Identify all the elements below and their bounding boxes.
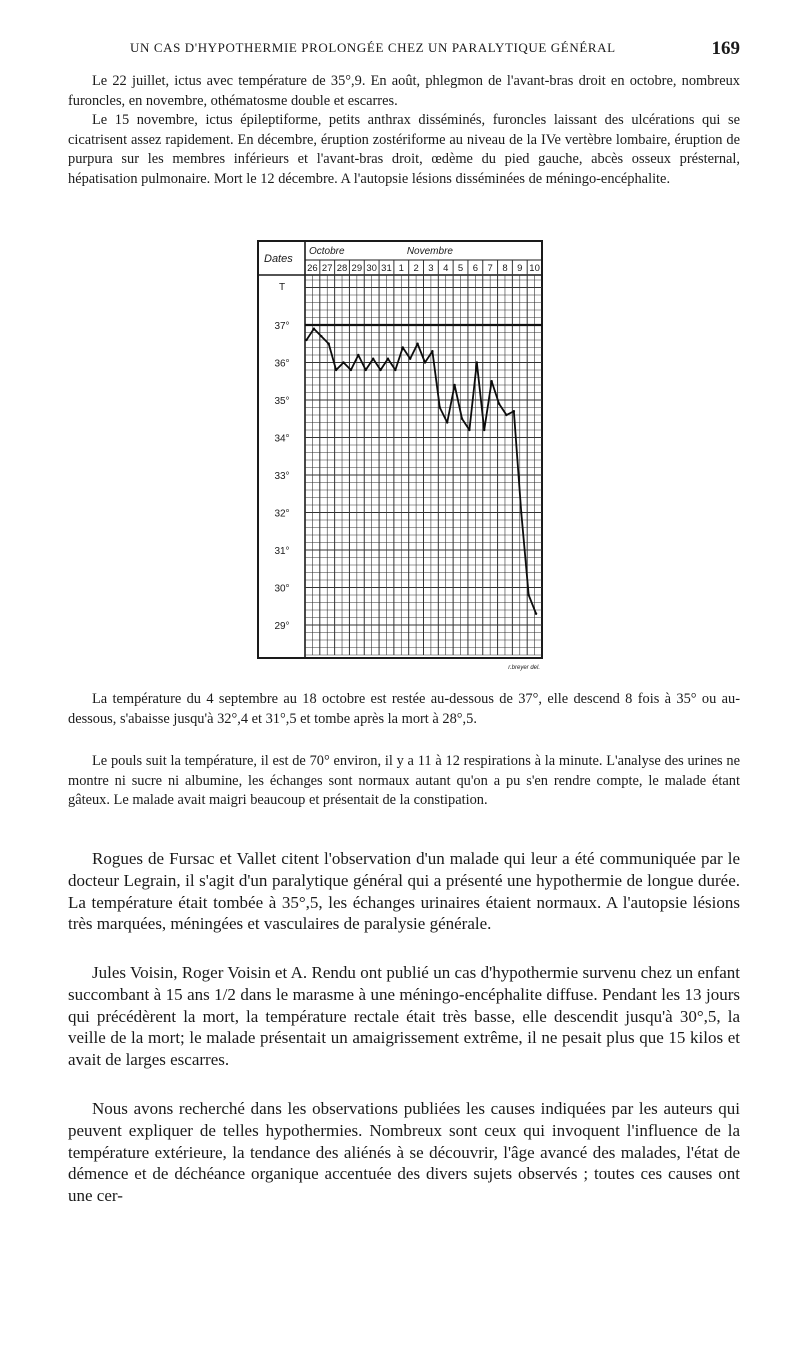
body-paragraph-voisin	[68, 962, 740, 1071]
temperature-point	[387, 358, 389, 360]
temperature-point	[431, 350, 433, 352]
day-tick-label: 9	[517, 263, 523, 274]
temperature-point	[468, 429, 470, 431]
temperature-point	[357, 354, 359, 356]
corner-label: Dates	[264, 253, 293, 265]
temperature-point	[424, 361, 426, 363]
temperature-point	[483, 429, 485, 431]
temperature-point	[342, 361, 344, 363]
y-tick-label: 32°	[274, 508, 290, 520]
y-tick-label: 31°	[274, 546, 290, 557]
temperature-point	[461, 418, 463, 420]
temperature-point	[335, 369, 337, 371]
temperature-point	[476, 361, 478, 363]
day-tick-label: 31	[381, 263, 392, 274]
y-tick-label: 37°	[274, 321, 290, 332]
day-tick-label: 7	[487, 263, 493, 274]
day-tick-label: 4	[443, 263, 449, 274]
y-tick-label: 30°	[274, 583, 290, 595]
temperature-point	[535, 613, 537, 615]
paragraph-1: Le 22 juillet, ictus avec température de 35°,9. En août, phlegmon de l'avant-bras droit en octobre, nombreux furoncles, en novembre, othématosme double et escarres.	[68, 73, 740, 109]
body-paragraph-causes	[68, 1098, 740, 1207]
y-tick-label: 33°	[274, 471, 290, 482]
day-tick-label: 28	[336, 263, 348, 274]
month-label: Octobre	[309, 246, 345, 257]
day-tick-label: 27	[321, 263, 333, 274]
temperature-point	[498, 403, 500, 405]
paragraph-7: Nous avons recherché dans les observations publiées les causes indiquées par les auteurs qui peuvent expliquer de telles hypothermies. Nombreux sont ceux qui invoquent l'influence de la température extérieure, la tendance des aliénés à se découvrir, l'âge avancé des malades, l'état de démence et de déchéance organique accentuée des divers sujets observés ; toutes ces causes ont une cer-	[68, 1099, 740, 1206]
y-tick-label: 35°	[274, 396, 290, 407]
day-tick-label: 1	[398, 263, 404, 274]
y-tick-label: 36°	[274, 358, 290, 370]
temperature-point	[416, 343, 418, 345]
day-tick-label: 5	[457, 263, 464, 274]
page-header	[130, 38, 740, 60]
running-title: UN CAS D'HYPOTHERMIE PROLONGÉE CHEZ UN PARALYTIQUE GÉNÉRAL	[130, 40, 616, 55]
day-tick-label: 8	[502, 263, 508, 274]
temperature-point	[505, 414, 507, 416]
day-tick-label: 6	[472, 263, 478, 274]
day-tick-label: 3	[428, 263, 434, 274]
day-tick-label: 2	[413, 263, 419, 274]
month-label: Novembre	[406, 246, 453, 257]
day-tick-label: 29	[351, 263, 363, 274]
chart-grid	[258, 241, 542, 658]
chart-caption	[68, 690, 740, 729]
paragraph-6: Jules Voisin, Roger Voisin et A. Rendu ont publié un cas d'hypothermie survenu chez un enfant succombant à 15 ans 1/2 dans le marasme à une méningo-encéphalite diffuse. Pendant les 13 jours qui précédèrent la mort, la température rectale était très basse, elle descendit jusqu'à 30°,5, la veille de la mort; le malade présentait un amaigrissement extrême, il ne pesait plus que 15 kilos et avait de larges escarres.	[68, 963, 740, 1070]
body-paragraph-rogues	[68, 848, 740, 935]
temperature-point	[320, 335, 322, 337]
temperature-point	[313, 328, 315, 330]
temperature-point	[409, 358, 411, 360]
chart-series	[305, 328, 537, 615]
day-tick-label: 10	[529, 263, 540, 274]
paragraph-4: Le pouls suit la température, il est de 70° environ, il y a 11 à 12 respirations à la minute. L'analyse des urines ne montre ni sucre ni albumine, les échanges sont normaux autant qu'on a pu s'en rendre compte, le malade étant gâteux. Le malade avait maigri beaucoup et présentait de la constipation.	[68, 753, 740, 808]
day-tick-label: 26	[307, 263, 318, 274]
text-block-after-chart	[68, 752, 740, 811]
temperature-point	[350, 369, 352, 371]
temperature-point	[379, 369, 381, 371]
temperature-point	[513, 410, 515, 412]
temperature-point	[527, 594, 529, 596]
temperature-point	[520, 511, 522, 513]
temperature-point	[453, 384, 455, 386]
paragraph-5: Rogues de Fursac et Vallet citent l'observation d'un malade qui leur a été communiquée par le docteur Legrain, il s'agit d'un paralytique général qui a présenté une hypothermie de longue durée. La température était tombée à 35°,5, les échanges urinaires étaient normaux. A l'autopsie lésions très marquées, méningées et vasculaires de paralysie générale.	[68, 849, 740, 934]
temperature-point	[365, 369, 367, 371]
chart-frame	[258, 241, 542, 658]
temperature-point	[305, 339, 307, 341]
temperature-chart-svg	[255, 238, 545, 671]
paragraph-2: Le 15 novembre, ictus épileptiforme, petits anthrax disséminés, furoncles laissant des ulcérations qui se cicatrisent assez rapidement. En décembre, éruption zostériforme au niveau de la IVe vertèbre lombaire, éruption de purpura sur les membres inférieurs et l'avant-bras droit, œdème du pied gauche, abcès osseux présternal, hépatisation pulmonaire. Mort le 12 décembre. A l'autopsie lésions disséminées de méningo-encéphalite.	[68, 112, 740, 187]
y-tick-label: 34°	[274, 433, 290, 445]
engraver-mark: r.breyer del.	[508, 665, 540, 671]
text-block-before-chart	[68, 72, 740, 189]
paragraph-3: La température du 4 septembre au 18 octobre est restée au-dessous de 37°, elle descend 8 fois à 35° ou au-dessous, s'abaisse jusqu'à 32°,4 et 31°,5 et tombe après la mort à 28°,5.	[68, 691, 740, 727]
temperature-point	[446, 421, 448, 423]
temperature-point	[394, 369, 396, 371]
temperature-point	[372, 358, 374, 360]
day-tick-label: 30	[366, 263, 377, 274]
axis-label: T	[279, 282, 286, 293]
temperature-point	[328, 343, 330, 345]
temperature-series-line	[306, 329, 536, 614]
temperature-point	[490, 380, 492, 382]
temperature-point	[402, 346, 404, 348]
temperature-chart	[255, 238, 545, 671]
temperature-point	[439, 406, 441, 408]
page-number: 169	[711, 38, 740, 59]
y-tick-label: 29°	[274, 621, 290, 632]
